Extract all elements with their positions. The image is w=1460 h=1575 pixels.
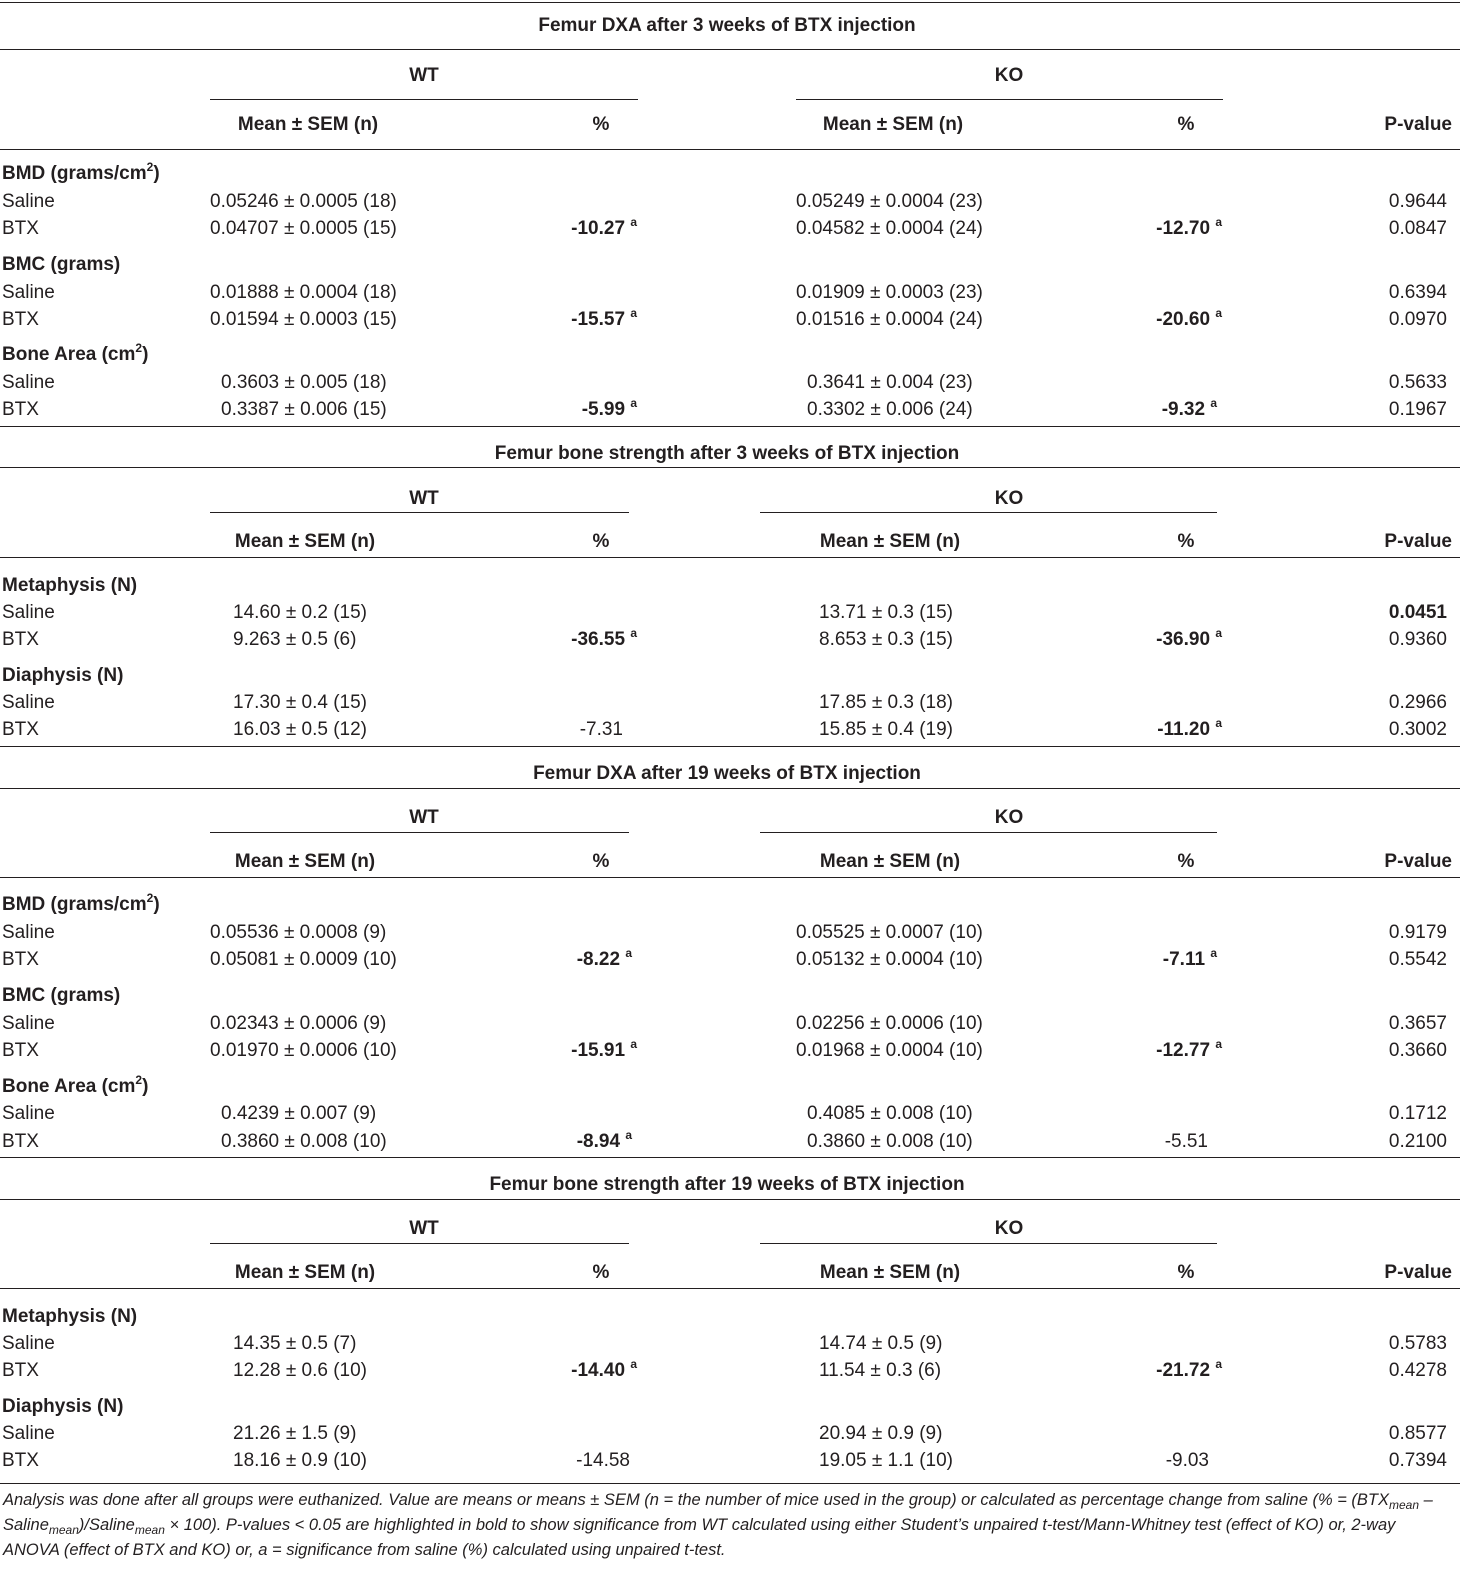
p-value: 0.0970 [1388, 309, 1447, 330]
row-label: BTX [2, 1450, 39, 1471]
row-label: Saline [2, 282, 55, 303]
row-label: Saline [2, 1103, 55, 1124]
pvalue-header: P-value [1384, 1262, 1452, 1283]
wt-value: 0.02343 ± 0.0006 (9) [210, 1013, 387, 1034]
row-label: Saline [2, 191, 55, 212]
wt-header: WT [409, 1218, 439, 1239]
ko-pct-header: % [1177, 114, 1195, 135]
section-title: Femur bone strength after 19 weeks of BTX injection [489, 1174, 965, 1195]
wt-value: 0.04707 ± 0.0005 (15) [210, 218, 397, 239]
wt-header: WT [409, 65, 439, 86]
wt-value: 18.16 ± 0.9 (10) [233, 1450, 368, 1471]
p-value: 0.1967 [1388, 399, 1447, 420]
pvalue-header: P-value [1384, 851, 1452, 872]
wt-span-rule [210, 99, 638, 100]
wt-span-rule [210, 832, 629, 833]
rule [0, 746, 1460, 747]
ko-pct: -7.11 $^a$ [1162, 946, 1217, 970]
group-label-metaphysis: Metaphysis (N) [2, 1306, 138, 1327]
wt-value: 14.60 ± 0.2 (15) [233, 602, 368, 623]
p-value: 0.5783 [1388, 1333, 1447, 1354]
wt-pct: -7.31 [579, 719, 623, 740]
ko-value: 13.71 ± 0.3 (15) [819, 602, 954, 623]
ko-pct: -36.90 $^a$ [1156, 626, 1222, 650]
section-title: Femur DXA after 19 weeks of BTX injection [533, 763, 921, 784]
wt-mean-header: Mean ± SEM (n) [234, 531, 376, 552]
ko-pct: -20.60 $^a$ [1156, 306, 1222, 330]
top-rule [0, 2, 1460, 3]
rule [0, 149, 1460, 150]
ko-pct-header: % [1177, 531, 1195, 552]
ko-value: 0.01516 ± 0.0004 (24) [796, 309, 983, 330]
wt-value: 0.05081 ± 0.0009 (10) [210, 949, 397, 970]
wt-pct: -5.99 $^a$ [581, 396, 637, 420]
ko-value: 19.05 ± 1.1 (10) [819, 1450, 954, 1471]
bottom-rule [0, 1483, 1460, 1484]
ko-pct: -21.72 $^a$ [1156, 1357, 1222, 1381]
wt-mean-header: Mean ± SEM (n) [234, 1262, 376, 1283]
p-value: 0.9360 [1388, 629, 1447, 650]
ko-header: KO [994, 65, 1024, 86]
ko-pct: -12.77 $^a$ [1156, 1037, 1222, 1061]
group-label-diaphysis: Diaphysis (N) [2, 665, 124, 686]
wt-mean-header: Mean ± SEM (n) [234, 851, 376, 872]
row-label: BTX [2, 399, 39, 420]
group-label-metaphysis: Metaphysis (N) [2, 575, 138, 596]
wt-pct: -15.57 $^a$ [571, 306, 637, 330]
rule [0, 426, 1460, 427]
ko-value: 15.85 ± 0.4 (19) [819, 719, 954, 740]
ko-value: 0.01909 ± 0.0003 (23) [796, 282, 983, 303]
ko-header: KO [994, 1218, 1024, 1239]
group-label-area: Bone Area $(cm^2)$ [2, 341, 149, 365]
ko-pct: -9.03 [1165, 1450, 1209, 1471]
row-label: BTX [2, 719, 39, 740]
wt-value: 0.05246 ± 0.0005 (18) [210, 191, 397, 212]
wt-pct-header: % [592, 1262, 610, 1283]
ko-value: 17.85 ± 0.3 (18) [819, 692, 954, 713]
p-value: 0.3657 [1388, 1013, 1447, 1034]
pvalue-header: P-value [1384, 531, 1452, 552]
row-label: Saline [2, 1013, 55, 1034]
wt-pct: -8.22 $^a$ [576, 946, 632, 970]
ko-span-rule [760, 832, 1217, 833]
rule [0, 49, 1460, 50]
wt-value: 0.3387 ± 0.006 (15) [221, 399, 387, 420]
wt-value: 16.03 ± 0.5 (12) [233, 719, 368, 740]
p-value: 0.6394 [1388, 282, 1447, 303]
wt-value: 0.01888 ± 0.0004 (18) [210, 282, 397, 303]
wt-span-rule [210, 512, 629, 513]
ko-value: 0.01968 ± 0.0004 (10) [796, 1040, 983, 1061]
group-label-bmd: BMD $(grams/cm^2)$ [2, 160, 160, 184]
ko-mean-header: Mean ± SEM (n) [819, 531, 961, 552]
ko-value: 20.94 ± 0.9 (9) [819, 1423, 943, 1444]
row-label: BTX [2, 1360, 39, 1381]
ko-pct: -11.20 $^a$ [1157, 716, 1222, 740]
wt-span-rule [210, 1243, 629, 1244]
p-value: 0.3660 [1388, 1040, 1447, 1061]
row-label: Saline [2, 1333, 55, 1354]
rule [0, 1288, 1460, 1289]
p-value: 0.3002 [1388, 719, 1447, 740]
ko-pct: -5.51 [1164, 1131, 1208, 1152]
group-label-bmc: BMC (grams) [2, 985, 121, 1006]
row-label: Saline [2, 372, 55, 393]
wt-header: WT [409, 488, 439, 509]
p-value: 0.0451 [1388, 602, 1447, 623]
group-label-area: Bone Area $(cm^2)$ [2, 1073, 149, 1097]
ko-value: 0.05249 ± 0.0004 (23) [796, 191, 983, 212]
rule [0, 467, 1460, 468]
wt-value: 0.3603 ± 0.005 (18) [221, 372, 387, 393]
wt-pct-header: % [592, 851, 610, 872]
p-value: 0.9644 [1388, 191, 1447, 212]
ko-span-rule [760, 1243, 1217, 1244]
ko-value: 11.54 ± 0.3 (6) [819, 1360, 942, 1381]
p-value: 0.9179 [1388, 922, 1447, 943]
ko-value: 0.05525 ± 0.0007 (10) [796, 922, 983, 943]
wt-value: 14.35 ± 0.5 (7) [233, 1333, 357, 1354]
rule [0, 557, 1460, 558]
wt-pct: -10.27 $^a$ [571, 215, 637, 239]
row-label: Saline [2, 922, 55, 943]
group-label-bmd: BMD $(grams/cm^2)$ [2, 891, 160, 915]
p-value: 0.2100 [1388, 1131, 1447, 1152]
ko-value: 0.04582 ± 0.0004 (24) [796, 218, 983, 239]
row-label: BTX [2, 949, 39, 970]
p-value: 0.5633 [1388, 372, 1447, 393]
wt-pct: -36.55 $^a$ [571, 626, 637, 650]
ko-value: 0.02256 ± 0.0006 (10) [796, 1013, 983, 1034]
ko-value: 0.4085 ± 0.008 (10) [807, 1103, 973, 1124]
wt-pct-header: % [592, 531, 610, 552]
p-value: 0.1712 [1388, 1103, 1447, 1124]
wt-pct: -14.40 $^a$ [571, 1357, 637, 1381]
ko-mean-header: Mean ± SEM (n) [819, 1262, 961, 1283]
ko-pct-header: % [1177, 1262, 1195, 1283]
ko-value: 14.74 ± 0.5 (9) [819, 1333, 943, 1354]
table-footnote: Analysis was done after all groups were euthanized. Value are means or means ± SEM (n = the number of mice used in the group) or calculated as percentage change from saline (% = ($BTX_{mean}$ – Saline$_{mean}$)/Saline$_{mean}$ × 100). P-values < 0.05 are highlighted in bold to show significance from WT calculated using either Student’s unpaired t-test/Mann-Whitney test (effect of KO) or, 2-way ANOVA (effect of BTX and KO) or, a = significance from saline (%) calculated using unpaired t-test. [3, 1491, 1433, 1559]
wt-pct: -14.58 [576, 1450, 630, 1471]
ko-pct: -9.32 $^a$ [1161, 396, 1217, 420]
section-title: Femur bone strength after 3 weeks of BTX injection [494, 443, 960, 464]
row-label: Saline [2, 692, 55, 713]
ko-pct: -12.70 $^a$ [1156, 215, 1222, 239]
wt-pct: -8.94 $^a$ [576, 1128, 632, 1152]
rule [0, 877, 1460, 878]
p-value: 0.4278 [1388, 1360, 1447, 1381]
p-value: 0.8577 [1388, 1423, 1447, 1444]
p-value: 0.2966 [1388, 692, 1447, 713]
wt-value: 0.05536 ± 0.0008 (9) [210, 922, 387, 943]
group-label-bmc: BMC (grams) [2, 254, 121, 275]
row-label: BTX [2, 218, 39, 239]
rule [0, 1157, 1460, 1158]
ko-mean-header: Mean ± SEM (n) [819, 851, 961, 872]
p-value: 0.5542 [1388, 949, 1447, 970]
wt-value: 17.30 ± 0.4 (15) [233, 692, 368, 713]
ko-value: 8.653 ± 0.3 (15) [819, 629, 954, 650]
wt-header: WT [409, 807, 439, 828]
p-value: 0.7394 [1388, 1450, 1447, 1471]
wt-value: 9.263 ± 0.5 (6) [233, 629, 357, 650]
rule [0, 788, 1460, 789]
wt-pct-header: % [592, 114, 610, 135]
wt-value: 0.4239 ± 0.007 (9) [221, 1103, 377, 1124]
ko-span-rule [760, 512, 1217, 513]
wt-mean-header: Mean ± SEM (n) [237, 114, 379, 135]
rule [0, 1199, 1460, 1200]
wt-value: 0.01970 ± 0.0006 (10) [210, 1040, 397, 1061]
row-label: BTX [2, 629, 39, 650]
wt-value: 12.28 ± 0.6 (10) [233, 1360, 368, 1381]
row-label: BTX [2, 309, 39, 330]
row-label: Saline [2, 1423, 55, 1444]
pvalue-header: P-value [1384, 114, 1452, 135]
p-value: 0.0847 [1388, 218, 1447, 239]
ko-mean-header: Mean ± SEM (n) [822, 114, 964, 135]
wt-value: 0.3860 ± 0.008 (10) [221, 1131, 387, 1152]
ko-pct-header: % [1177, 851, 1195, 872]
section-title: Femur DXA after 3 weeks of BTX injection [538, 15, 916, 36]
group-label-diaphysis: Diaphysis (N) [2, 1396, 124, 1417]
wt-value: 21.26 ± 1.5 (9) [233, 1423, 357, 1444]
ko-value: 0.3302 ± 0.006 (24) [807, 399, 973, 420]
ko-span-rule [796, 99, 1223, 100]
row-label: BTX [2, 1040, 39, 1061]
wt-value: 0.01594 ± 0.0003 (15) [210, 309, 397, 330]
wt-pct: -15.91 $^a$ [571, 1037, 637, 1061]
ko-header: KO [994, 488, 1024, 509]
row-label: Saline [2, 602, 55, 623]
ko-header: KO [994, 807, 1024, 828]
ko-value: 0.3860 ± 0.008 (10) [807, 1131, 973, 1152]
row-label: BTX [2, 1131, 39, 1152]
ko-value: 0.05132 ± 0.0004 (10) [796, 949, 983, 970]
ko-value: 0.3641 ± 0.004 (23) [807, 372, 973, 393]
